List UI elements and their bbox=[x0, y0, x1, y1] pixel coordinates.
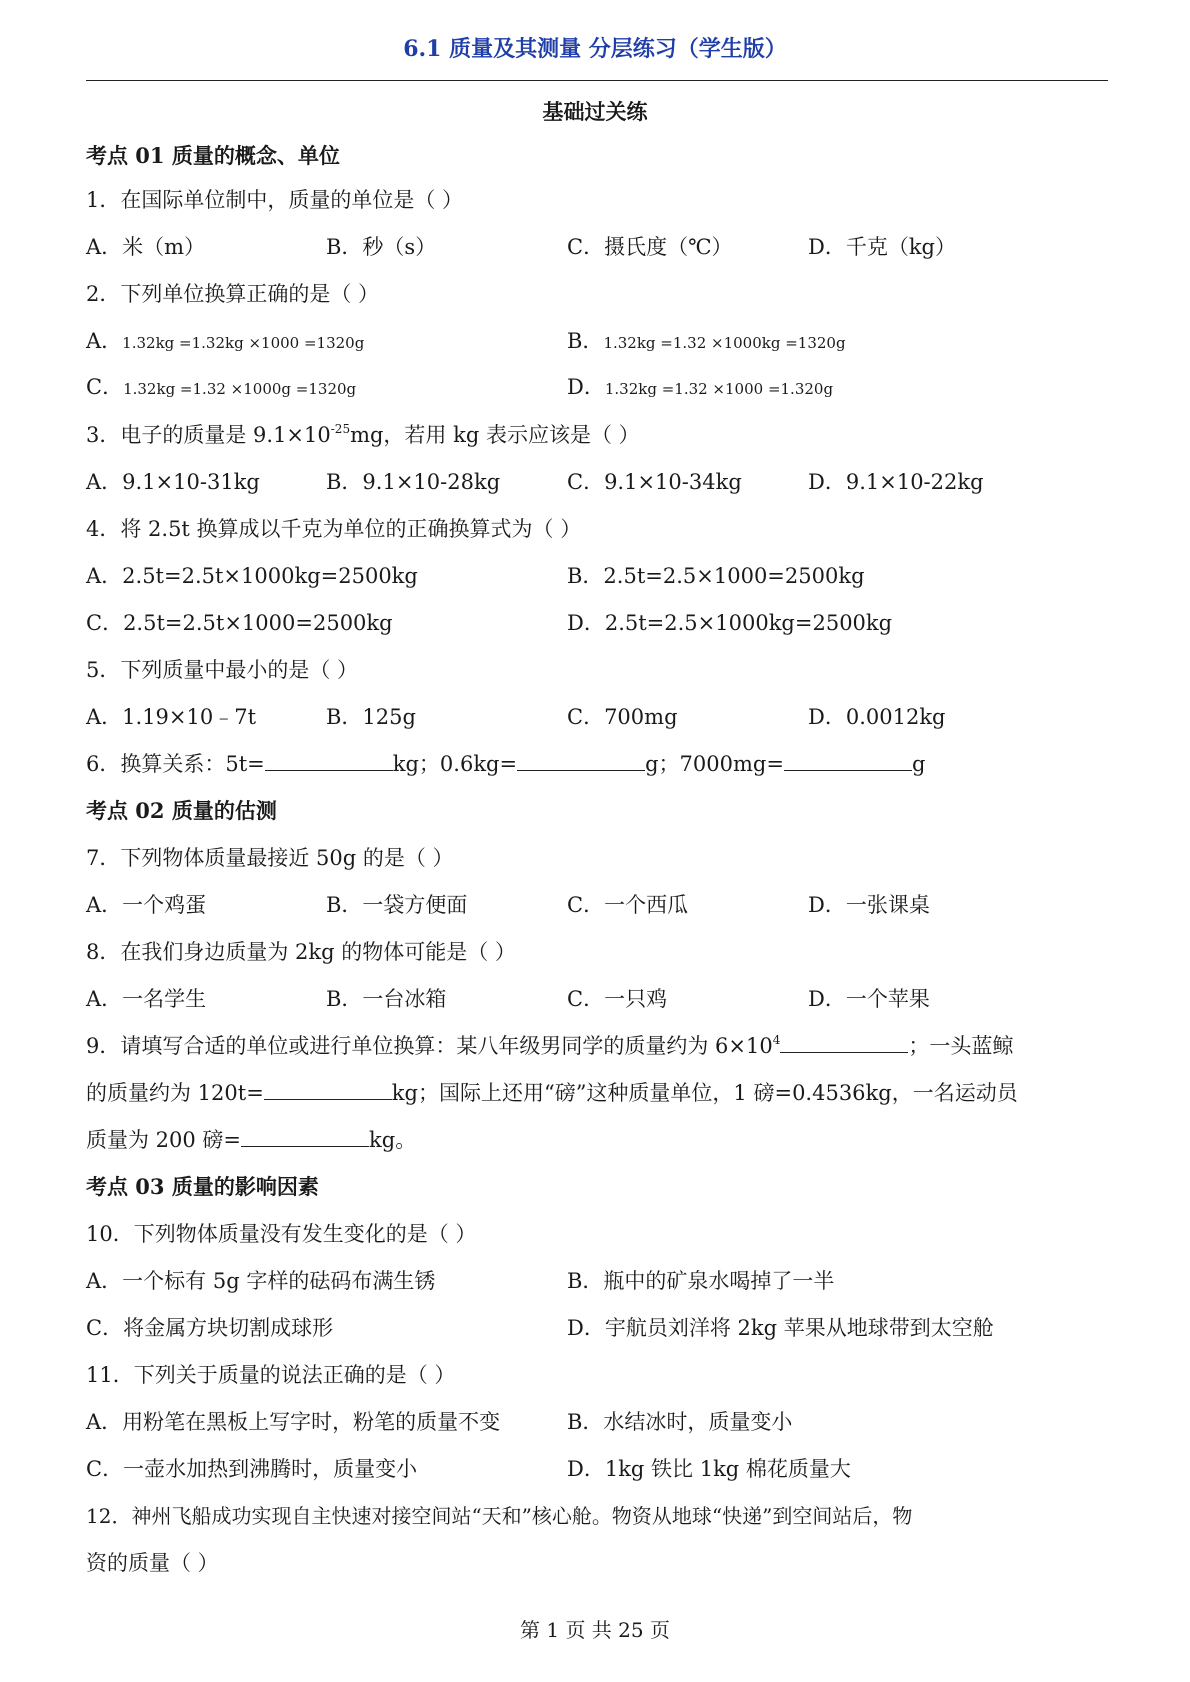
page-title: 6.1 质量及其测量 分层练习（学生版） bbox=[403, 36, 787, 62]
answer-blank[interactable] bbox=[780, 1032, 908, 1053]
question-1-option-a: A．米（m） bbox=[86, 235, 206, 259]
question-4-stem: 4．将 2.5t 换算成以千克为单位的正确换算式为（ ） bbox=[86, 517, 582, 541]
question-10-option-c: C．将金属方块切割成球形 bbox=[86, 1316, 334, 1340]
question-6-part-3: g；7000mg= bbox=[645, 752, 784, 776]
answer-blank[interactable] bbox=[264, 1079, 392, 1100]
question-9-exponent: 4 bbox=[772, 1033, 781, 1047]
question-6-part-1: 6．换算关系：5t= bbox=[86, 752, 265, 776]
header-divider bbox=[86, 80, 1108, 81]
question-10-option-d: D．宇航员刘洋将 2kg 苹果从地球带到太空舱 bbox=[567, 1316, 994, 1340]
option-c-formula: 1.32kg =1.32 ×1000g =1320g bbox=[123, 380, 357, 398]
question-9-text-2: ；一头蓝鲸 bbox=[908, 1034, 1014, 1058]
option-a-formula: 1.32kg =1.32kg ×1000 =1320g bbox=[122, 334, 365, 352]
question-4-option-d: D．2.5t=2.5×1000kg=2500kg bbox=[567, 611, 893, 635]
question-11-stem: 11．下列关于质量的说法正确的是（ ） bbox=[86, 1363, 456, 1387]
question-9-text-1: 9．请填写合适的单位或进行单位换算：某八年级男同学的质量约为 6×10 bbox=[86, 1034, 773, 1058]
question-4-option-a: A．2.5t=2.5t×1000kg=2500kg bbox=[86, 564, 418, 588]
option-b-label: B． bbox=[567, 329, 604, 353]
question-6 bbox=[86, 750, 925, 778]
question-4-option-b: B．2.5t=2.5×1000=2500kg bbox=[567, 564, 865, 588]
question-12-line-1: 12．神州飞船成功实现自主快速对接空间站“天和”核心舱。物资从地球“快递”到空间站后，物 bbox=[86, 1504, 913, 1528]
option-d-label: D． bbox=[567, 375, 605, 399]
question-5-option-d: D．0.0012kg bbox=[808, 705, 946, 729]
question-10-stem: 10．下列物体质量没有发生变化的是（ ） bbox=[86, 1222, 477, 1246]
question-9-text-4: kg；国际上还用“磅”这种质量单位，1 磅=0.4536kg，一名运动员 bbox=[391, 1081, 1018, 1105]
question-11-option-d: D．1kg 铁比 1kg 棉花质量大 bbox=[567, 1457, 851, 1481]
question-11-option-a: A．用粉笔在黑板上写字时，粉笔的质量不变 bbox=[86, 1410, 501, 1434]
question-5-stem: 5．下列质量中最小的是（ ） bbox=[86, 658, 359, 682]
section-subtitle: 基础过关练 bbox=[542, 99, 648, 124]
question-6-part-2: kg；0.6kg= bbox=[392, 752, 518, 776]
question-6-part-4: g bbox=[911, 752, 926, 776]
question-3-option-a: A．9.1×10-31kg bbox=[86, 470, 260, 494]
question-9-line-3 bbox=[86, 1126, 416, 1154]
question-7-option-b: B．一袋方便面 bbox=[326, 893, 468, 917]
question-1-stem: 1．在国际单位制中，质量的单位是（ ） bbox=[86, 188, 464, 212]
question-1-option-c: C．摄氏度（℃） bbox=[567, 235, 733, 259]
question-2-option-c bbox=[86, 373, 356, 403]
page-footer: 第 1 页 共 25 页 bbox=[520, 1618, 670, 1642]
answer-blank[interactable] bbox=[265, 750, 393, 771]
question-8-option-a: A．一名学生 bbox=[86, 987, 207, 1011]
question-7-stem: 7．下列物体质量最接近 50g 的是（ ） bbox=[86, 846, 454, 870]
question-3-stem bbox=[86, 421, 640, 449]
question-1-option-d: D．千克（kg） bbox=[808, 235, 957, 259]
question-8-option-d: D．一个苹果 bbox=[808, 987, 930, 1011]
question-9-line-2 bbox=[86, 1079, 1018, 1107]
question-2-option-b bbox=[567, 327, 846, 357]
question-9-line-1 bbox=[86, 1032, 1013, 1060]
question-11-option-c: C．一壶水加热到沸腾时，质量变小 bbox=[86, 1457, 418, 1481]
question-7-option-a: A．一个鸡蛋 bbox=[86, 893, 207, 917]
question-4-option-c: C．2.5t=2.5t×1000=2500kg bbox=[86, 611, 393, 635]
question-8-stem: 8．在我们身边质量为 2kg 的物体可能是（ ） bbox=[86, 940, 516, 964]
question-9-text-5: 质量为 200 磅= bbox=[86, 1128, 242, 1152]
answer-blank[interactable] bbox=[517, 750, 645, 771]
question-8-option-b: B．一台冰箱 bbox=[326, 987, 447, 1011]
question-5-option-b: B．125g bbox=[326, 705, 416, 729]
option-c-label: C． bbox=[86, 375, 124, 399]
question-2-option-d bbox=[567, 373, 833, 403]
question-10-option-a: A．一个标有 5g 字样的砝码布满生锈 bbox=[86, 1269, 436, 1293]
question-5-option-a: A．1.19×10﹣7t bbox=[86, 705, 257, 729]
answer-blank[interactable] bbox=[784, 750, 912, 771]
question-7-option-d: D．一张课桌 bbox=[808, 893, 930, 917]
question-9-text-3: 的质量约为 120t= bbox=[86, 1081, 264, 1105]
section-heading-03: 考点 03 质量的影响因素 bbox=[86, 1174, 319, 1199]
section-heading-02: 考点 02 质量的估测 bbox=[86, 798, 277, 823]
option-b-formula: 1.32kg =1.32 ×1000kg =1320g bbox=[603, 334, 846, 352]
question-11-option-b: B．水结冰时，质量变小 bbox=[567, 1410, 793, 1434]
question-12-line-2: 资的质量（ ） bbox=[86, 1551, 219, 1575]
question-2-option-a bbox=[86, 327, 364, 357]
question-5-option-c: C．700mg bbox=[567, 705, 678, 729]
question-3-stem-pre: 3．电子的质量是 9.1×10 bbox=[86, 423, 331, 447]
question-3-option-d: D．9.1×10-22kg bbox=[808, 470, 984, 494]
question-10-option-b: B．瓶中的矿泉水喝掉了一半 bbox=[567, 1269, 835, 1293]
option-d-formula: 1.32kg =1.32 ×1000 =1.320g bbox=[604, 380, 834, 398]
question-3-option-b: B．9.1×10-28kg bbox=[326, 470, 501, 494]
answer-blank[interactable] bbox=[241, 1126, 369, 1147]
option-a-label: A． bbox=[86, 329, 123, 353]
section-heading-01: 考点 01 质量的概念、单位 bbox=[86, 143, 340, 168]
question-2-stem: 2．下列单位换算正确的是（ ） bbox=[86, 282, 380, 306]
question-3-exponent: -25 bbox=[330, 422, 351, 436]
question-8-option-c: C．一只鸡 bbox=[567, 987, 668, 1011]
question-1-option-b: B．秒（s） bbox=[326, 235, 437, 259]
question-9-text-6: kg。 bbox=[369, 1128, 417, 1152]
question-3-stem-post: mg，若用 kg 表示应该是（ ） bbox=[350, 423, 640, 447]
question-7-option-c: C．一个西瓜 bbox=[567, 893, 689, 917]
question-3-option-c: C．9.1×10-34kg bbox=[567, 470, 742, 494]
